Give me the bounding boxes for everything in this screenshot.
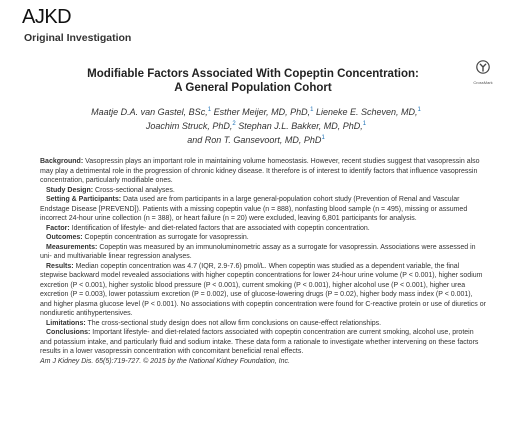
setting-label: Setting & Participants: — [46, 196, 122, 203]
factor-label: Factor: — [46, 224, 70, 232]
author-line-3 — [40, 132, 472, 146]
measurements-text: Copeptin was measured by an immunoluminometric assay as a surrogate for vasopressin. Associations were assessed in uni- and multivariable linear regression analyses. — [40, 243, 476, 260]
article-title — [48, 67, 458, 95]
author-name: and Ron T. Gansevoort, MD, PhD — [187, 135, 322, 145]
affiliation-marker[interactable]: 1 — [207, 107, 212, 113]
author-line-1 — [40, 104, 472, 118]
study-design-label: Study Design: — [46, 186, 94, 194]
affiliation-marker[interactable]: 1 — [417, 107, 421, 113]
outcomes-label: Outcomes: — [46, 234, 83, 241]
results-text: Median copeptin concentration was 4.7 (IQR, 2.9-7.6) pmol/L. When copeptin was studied as a dependent variable, the final stepwise backward model revealed associations with higher copeptin concentrations for lower 24-hour urine volume (P < 0.001), higher sodium excretion (P < 0.001), higher systolic blood pressure (P < 0.001), current smoking (P < 0.001), higher alcohol use (P < 0.001), higher urea excretion (P = 0.003), lower potassium excretion (P = 0.002), use of glucose-lowering drugs (P = 0.02), higher body mass index (P < 0.001), and higher plasma glucose level (P < 0.001). No associations with copeptin concentration were found for C-reactive protein or use of diuretics or nondiuretic antihypertensives. — [40, 262, 486, 317]
author-name: Esther Meijer, MD, PhD, — [213, 107, 311, 117]
journal-logo: AJKD — [22, 6, 72, 28]
author-name: Joachim Struck, PhD, — [145, 121, 233, 131]
study-design-text: Cross-sectional analyses. — [95, 186, 175, 194]
results-label: Results: — [46, 262, 74, 270]
abstract-limitations — [40, 319, 486, 329]
abstract-results — [40, 262, 486, 319]
limitations-label: Limitations: — [46, 319, 86, 327]
limitations-text: The cross-sectional study design does not allow firm conclusions on cause-effect relationships. — [87, 319, 382, 327]
affiliation-marker[interactable]: 1 — [321, 135, 325, 141]
author-line-2 — [40, 118, 472, 132]
title-line-1: Modifiable Factors Associated With Copeptin Concentration: — [87, 68, 419, 80]
author-name: Lieneke E. Scheven, MD, — [315, 107, 418, 117]
crossmark-icon — [476, 60, 490, 74]
factor-text: Identification of lifestyle- and diet-related factors that are associated with copeptin concentration. — [71, 224, 370, 232]
setting-text: Data used are from participants in a large general-population cohort study (Prevention of Renal and Vascular Endstage Disease [PREVEND]). Patients with a missing copeptin value (n = 888), nonfasting blood sample (n = 495), missing or assumed incorrect 24-hour urine collection (n = 388), or heart failure (n = 20) were excluded, leaving 6,801 participants for analysis. — [40, 196, 468, 222]
conclusions-text: Important lifestyle- and diet-related factors associated with copeptin concentration are current smoking, alcohol use, protein and potassium intake, and particularly fluid and sodium intake. These data form a rationale to investigate whether intervening on these factors results in a lower vasopressin concentration with concomitant beneficial renal effects. — [40, 329, 479, 355]
abstract-factor — [40, 224, 486, 234]
citation: Am J Kidney Dis. 65(5):719-727. © 2015 by the National Kidney Foundation, Inc. — [40, 357, 290, 365]
abstract-measurements — [40, 243, 486, 262]
abstract-outcomes — [40, 233, 486, 243]
affiliation-marker[interactable]: 1 — [362, 121, 367, 127]
author-name: Maatje D.A. van Gastel, BSc, — [91, 107, 208, 117]
outcomes-text: Copeptin concentration as surrogate for vasopressin. — [84, 234, 249, 241]
measurements-label: Measurements: — [46, 243, 98, 251]
crossmark-badge[interactable] — [472, 60, 494, 85]
abstract-study-design — [40, 186, 486, 196]
affiliation-marker[interactable]: 1 — [310, 107, 314, 113]
abstract — [40, 157, 486, 366]
background-label: Background: — [40, 158, 84, 165]
abstract-setting — [40, 195, 486, 224]
background-text: Vasopressin plays an important role in maintaining volume homeostasis. However, recent studies suggest that vasopressin also may play a detrimental role in the progression of chronic kidney disease. It therefore is of interest to identify factors that influence vasopressin concentration, particularly modifiable ones. — [40, 158, 480, 184]
conclusions-label: Conclusions: — [46, 329, 91, 336]
abstract-conclusions — [40, 328, 486, 357]
author-name: Stephan J.L. Bakker, MD, PhD, — [238, 121, 363, 131]
author-list — [40, 104, 472, 146]
section-label: Original Investigation — [24, 32, 132, 44]
affiliation-marker[interactable]: 2 — [232, 121, 236, 127]
abstract-background — [40, 157, 486, 186]
crossmark-label: CrossMark — [473, 80, 493, 85]
title-line-2: A General Population Cohort — [174, 82, 332, 94]
